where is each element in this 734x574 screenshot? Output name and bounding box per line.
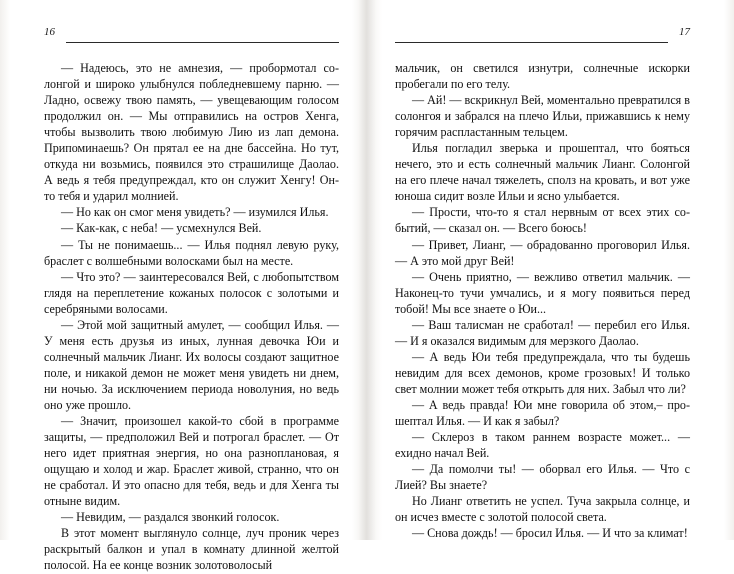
page-number-left: 16 <box>44 26 55 38</box>
header-rule-right <box>395 42 668 43</box>
paragraph: В этот момент выглянуло солнце, луч проник через раскрытый балкон и упал в комнату длинной желтой полосой. На ее конце возник золотоволосый <box>44 526 339 573</box>
page-right-body <box>395 60 690 541</box>
paragraph: — А ведь Юи тебя предупреждала, что ты будешь невидим для всех демонов, кроме грозовых! И только свет молнии может тебя открыть для них. Забыл что ли? <box>395 349 690 396</box>
paragraph: — Надеюсь, это не амнезия, — пробормотал солонгой и широко улыбнулся побледневшему парню. — Ладно, освежу твою память, — увещевающим голосом продолжил он. — Мы отправились на остров Хенга, чтобы вызволить твою любимую Лию из лап демона. Припоминаешь? Он прятал ее на дне бассейна. Но тут, откуда ни возьмись, появился это страшилище Даолао. А ведь я тебя предупреждал, кто он служит Хенгу! Он-то тебя и ударил молнией. <box>44 61 339 204</box>
paragraph: — Ваш талисман не сработал! — перебил его Илья. — И я оказался видимым для мерзкого Даолао. <box>395 317 690 348</box>
paragraph: Но Лианг ответить не успел. Туча закрыла солнце, и он исчез вместе с золотой полосой света. <box>395 494 690 525</box>
paragraph: — Очень приятно, — вежливо ответил мальчик. — Наконец-то тучи умчались, и я могу появиться перед тобой! Мы все знаете о Юи... <box>395 269 690 316</box>
page-left <box>0 26 367 573</box>
paragraph: — Ай! — вскрикнул Вей, моментально превратился в солонгоя и забрался на плечо Ильи, прижавшись к нему горячим распластанным тельцем. <box>395 93 690 140</box>
paragraph: — Снова дождь! — бросил Илья. — И что за климат! <box>412 526 688 541</box>
paragraph: — Да помолчи ты! — оборвал его Илья. — Что с Лией? Вы знаете? <box>395 462 690 493</box>
page-right <box>367 26 734 540</box>
paragraph: — Этой мой защитный амулет, — сообщил Илья. — У меня есть друзья из иных, лунная девочка Юи и солнечный мальчик Лианг. Их волосы создают защитное поле, и никакой демон не может меня увидеть ни днем, ни ночью. За исключением периода новолуния, но ведь оно уже прошло. <box>44 317 339 412</box>
paragraph: — Привет, Лианг, — обрадованно проговорил Илья. — А это мой друг Вей! <box>395 237 690 268</box>
paragraph: — Но как он смог меня увидеть? — изумился Илья. <box>61 205 329 220</box>
paragraph: — Невидим, — раздался звонкий голосок. <box>61 510 280 525</box>
paragraph: — Ты не понимаешь... — Илья поднял левую руку, браслет с волшебными волосками был на месте. <box>44 237 339 268</box>
page-right-header <box>395 26 690 48</box>
paragraph: — Значит, произошел какой-то сбой в программе защиты, — предположил Вей и потрогал браслет. — От него идет приятная энергия, но она разноплановая, я ощущаю и холод и жар. Браслет живой, странно, что он не сработал. И это опасно для тебя, ведь и для Хенга ты отныне видим. <box>44 414 339 509</box>
paragraph: — Прости, что-то я стал нервным от всех этих событий, — сказал он. — Всего боюсь! <box>395 205 690 236</box>
paragraph: — Склероз в таком раннем возрасте может... — ехидно начал Вей. <box>395 430 690 461</box>
paragraph: мальчик, он светился изнутри, солнечные искорки пробегали по его телу. <box>395 61 690 92</box>
paragraph: — Как-как, с неба! — усмехнулся Вей. <box>61 221 262 236</box>
paragraph: — Что это? — заинтересовался Вей, с любопытством глядя на переплетение кожаных полосок с золотыми и серебряными волосами. <box>44 269 339 316</box>
paragraph: Илья погладил зверька и прошептал, что бояться нечего, это и есть солнечный мальчик Лианг. Солонгой на его плече начал тяжелеть, сполз на кровать, и вот уже юноша сидит возле Ильи и ясно улыбается. <box>395 141 690 204</box>
page-number-right: 17 <box>679 26 690 38</box>
page-left-body <box>44 60 339 574</box>
paragraph: — А ведь правда! Юи мне говорила об этом,– прошептал Илья. — И как я забыл? <box>395 397 690 429</box>
page-left-header <box>44 26 339 48</box>
header-rule-left <box>66 42 339 43</box>
